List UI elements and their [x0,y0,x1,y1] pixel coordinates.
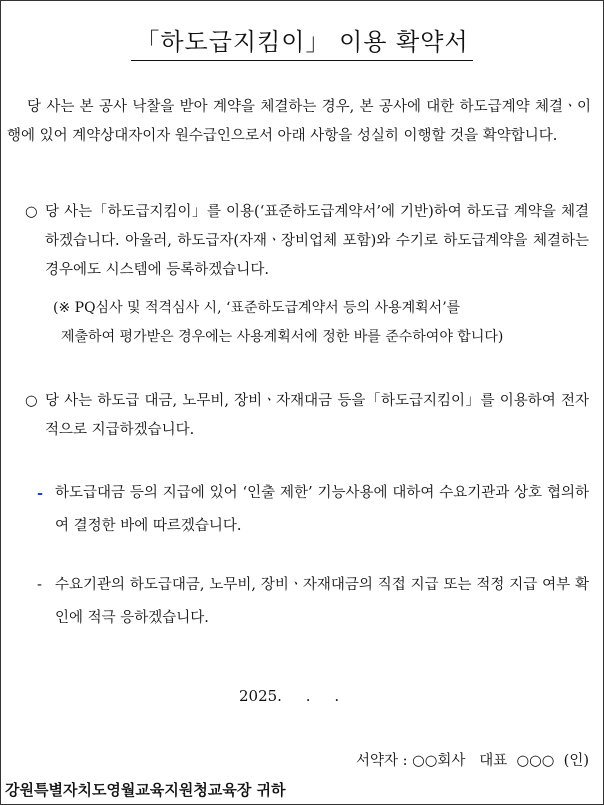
pledge-item-2-text: 당 사는 하도급 대금, 노무비, 장비ㆍ자재대금 등을「하도급지킴이」를 이용하여 전자적으로 지급하겠습니다. [45,393,589,438]
intro-text: 당 사는 본 공사 낙찰을 받아 계약을 체결하는 경우, 본 공사에 대한 하도급계약 체결ㆍ이행에 있어 계약상대자이자 원수급인으로서 아래 사항을 성실히 이행할 것을 확약합니다. [7,99,591,144]
sub-item-2-text: 수요기관의 하도급대금, 노무비, 장비ㆍ자재대금의 직접 지급 또는 적정 지급 여부 확인에 적극 응하겠습니다. [55,577,589,626]
sub-item-1 [37,477,589,543]
circle-bullet-icon: ○ [25,204,38,220]
dash-bullet-icon: - [37,485,44,502]
pq-note-line-1: (※ PQ심사 및 적격심사 시, ‘표준하도급계약서 등의 사용계획서’를 [53,300,461,316]
pledge-item-1-text: 당 사는「하도급지킴이」를 이용(‘표준하도급계약서’에 기반)하여 하도급 계약을 체결하겠습니다. 아울러, 하도급자(자재ㆍ장비업체 포함)와 수기로 하도급계약을 체결하는 경우에도 시스템에 등록하겠습니다. [45,204,589,278]
pledge-item-2 [25,387,589,445]
document-title: 「하도급지킴이」 이용 확약서 [131,25,472,61]
circle-bullet-icon: ○ [25,393,38,409]
pledge-item-1 [25,198,589,285]
pledge-date: 2025. . . [239,687,340,705]
sub-item-2 [37,569,589,635]
intro-paragraph [7,93,591,151]
document-title-container [1,25,603,61]
dash-bullet-icon: - [37,577,42,593]
recipient-line: 강원특별자치도영월교육지원청교육장 귀하 [5,781,286,799]
signer-line: 서약자 : ○○회사 대표 ○○○ (인) [356,753,589,769]
sub-item-1-text: 하도급대금 등의 지급에 있어 ‘인출 제한’ 기능사용에 대하여 수요기관과 상호 협의하여 결정한 바에 따르겠습니다. [55,485,589,534]
pq-note-line-2: 제출하여 평가받은 경우에는 사용계획서에 정한 바를 준수하여야 합니다) [61,329,504,345]
pq-note [53,294,589,352]
